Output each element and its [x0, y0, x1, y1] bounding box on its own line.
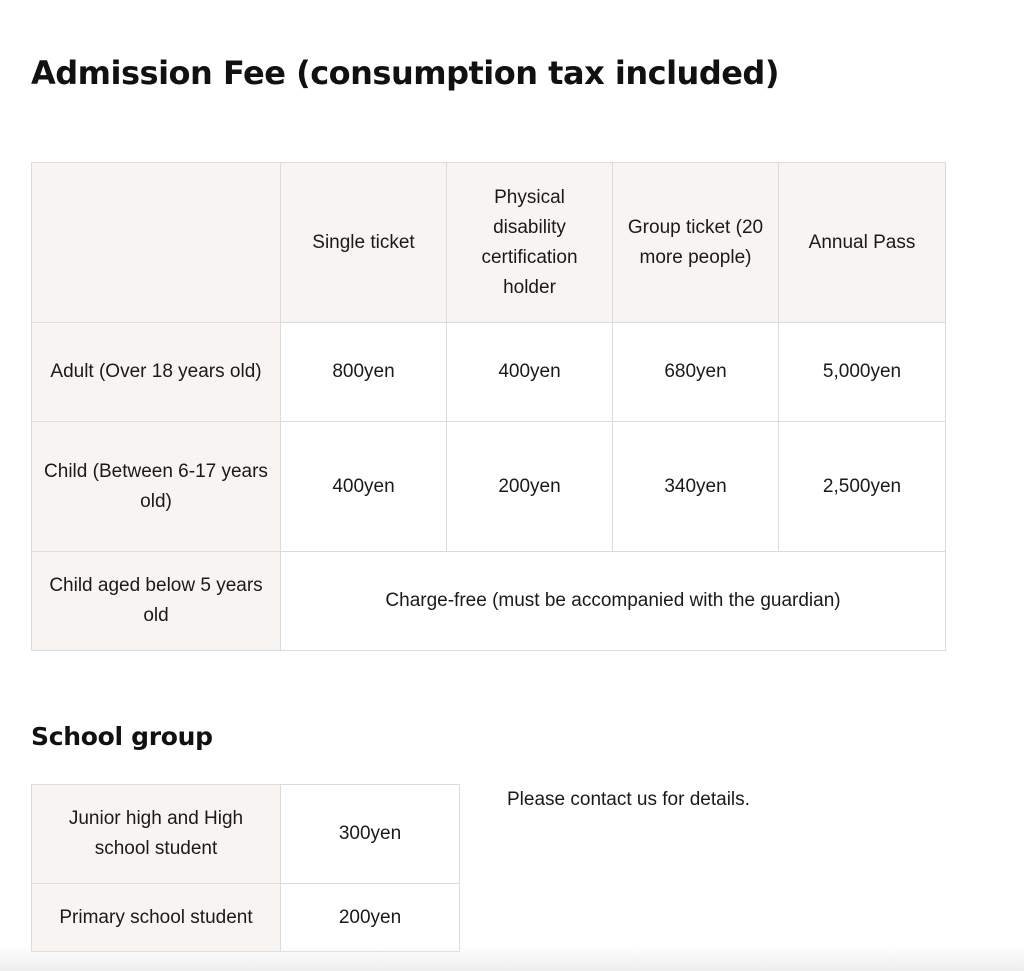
price-cell: 200yen: [447, 422, 613, 552]
header-corner-cell: [32, 163, 281, 323]
table-row: [32, 884, 460, 952]
row-label-primary: Primary school student: [32, 884, 281, 952]
admission-fee-table: [31, 162, 946, 651]
school-group-table: [31, 784, 460, 952]
table-row: [32, 422, 946, 552]
row-label-adult: Adult (Over 18 years old): [32, 323, 281, 422]
table-header-row: [32, 163, 946, 323]
price-cell: 300yen: [281, 785, 460, 884]
table-row: [32, 785, 460, 884]
price-cell: 400yen: [281, 422, 447, 552]
header-annual-pass: Annual Pass: [779, 163, 946, 323]
page-title: Admission Fee (consumption tax included): [31, 54, 779, 92]
header-disability-holder: Physical disability certification holder: [447, 163, 613, 323]
table-row: [32, 323, 946, 422]
price-cell: 2,500yen: [779, 422, 946, 552]
header-group-ticket: Group ticket (20 more people): [613, 163, 779, 323]
row-label-under-5: Child aged below 5 years old: [32, 552, 281, 651]
contact-note: Please contact us for details.: [507, 789, 750, 810]
row-label-child: Child (Between 6-17 years old): [32, 422, 281, 552]
charge-free-cell: Charge-free (must be accompanied with the guardian): [281, 552, 946, 651]
price-cell: 680yen: [613, 323, 779, 422]
price-cell: 200yen: [281, 884, 460, 952]
school-group-heading: School group: [31, 722, 213, 751]
table-row: [32, 552, 946, 651]
price-cell: 5,000yen: [779, 323, 946, 422]
price-cell: 400yen: [447, 323, 613, 422]
bottom-fade: [0, 945, 1024, 971]
price-cell: 800yen: [281, 323, 447, 422]
price-cell: 340yen: [613, 422, 779, 552]
header-single-ticket: Single ticket: [281, 163, 447, 323]
row-label-junior-high: Junior high and High school student: [32, 785, 281, 884]
